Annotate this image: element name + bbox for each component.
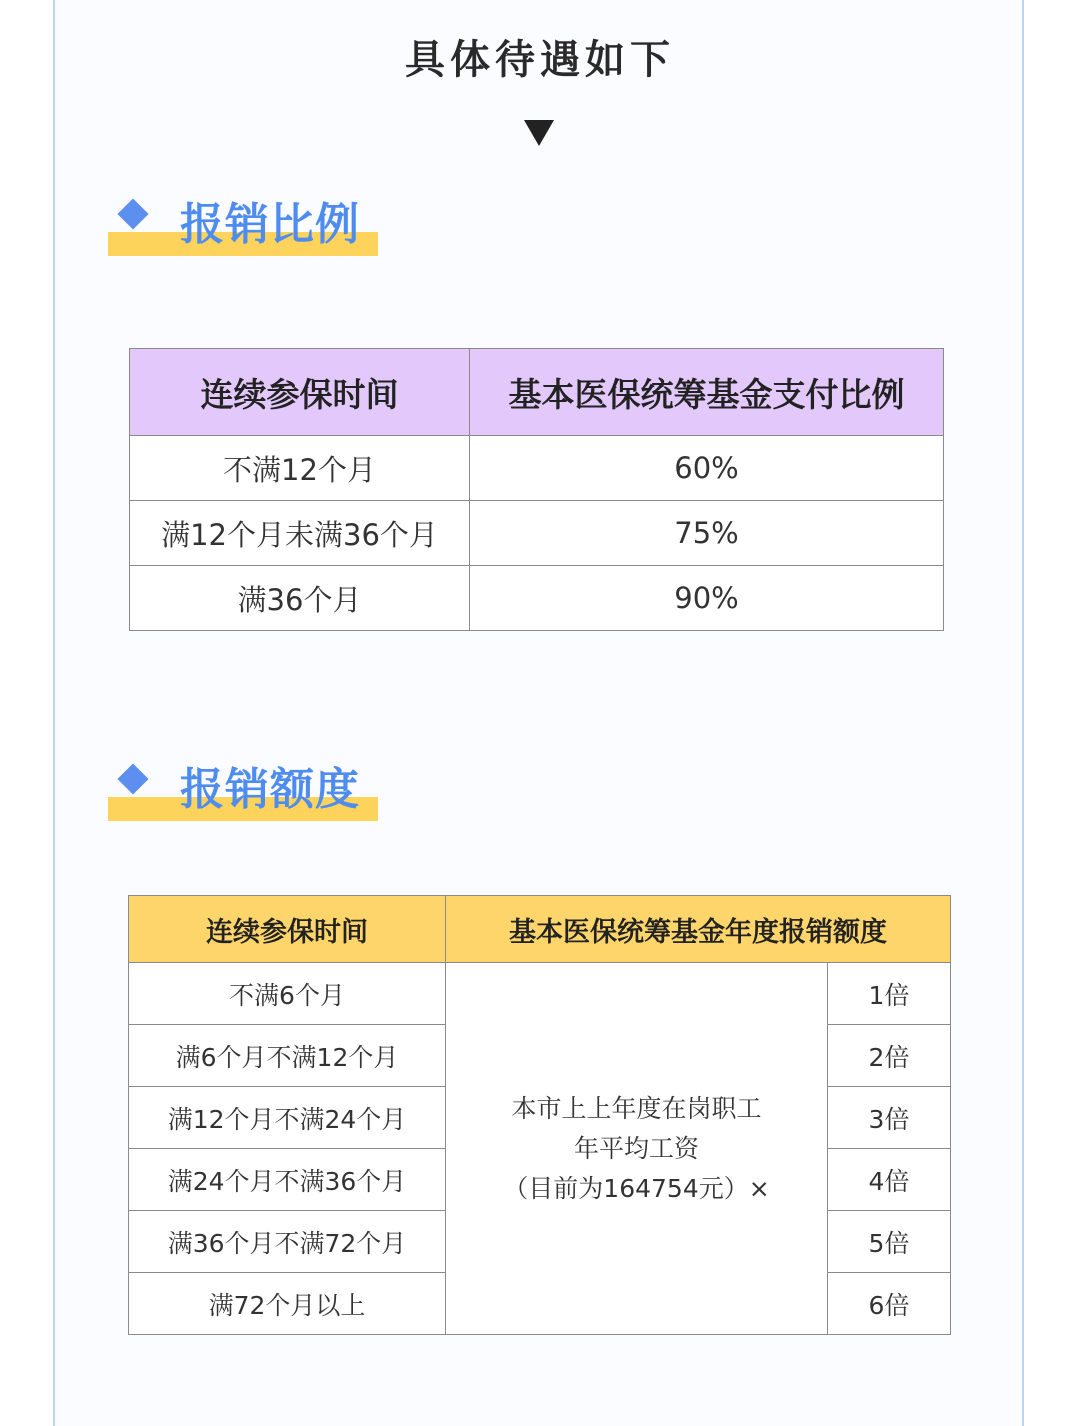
table-header-row: [130, 349, 944, 436]
table-row: [130, 566, 944, 631]
table-cell-period: 不满12个月: [130, 436, 470, 501]
section-heading-reimbursement-ratio: [108, 196, 380, 256]
reimbursement-limit-table: [128, 895, 951, 1335]
diamond-icon: [117, 198, 148, 229]
table-cell-period: 满36个月: [130, 566, 470, 631]
table-cell-period: 满12个月不满24个月: [129, 1087, 446, 1149]
table-cell-multiplier: 4倍: [828, 1149, 951, 1211]
table-header-cell: 基本医保统筹基金支付比例: [470, 349, 944, 436]
table-header-row: [129, 896, 951, 963]
down-arrow-icon: [524, 120, 554, 146]
table-header-cell: 基本医保统筹基金年度报销额度: [446, 896, 951, 963]
table-row: [130, 436, 944, 501]
table-cell-period: 满6个月不满12个月: [129, 1025, 446, 1087]
table-cell-period: 满24个月不满36个月: [129, 1149, 446, 1211]
table-cell-base-salary: [446, 963, 828, 1335]
table-cell-period: 满36个月不满72个月: [129, 1211, 446, 1273]
table-cell-multiplier: 6倍: [828, 1273, 951, 1335]
table-row: [129, 963, 951, 1025]
table-cell-period: 满12个月未满36个月: [130, 501, 470, 566]
section-heading-label: 报销额度: [180, 764, 360, 815]
section-heading-reimbursement-limit: [108, 761, 380, 821]
table-cell-multiplier: 2倍: [828, 1025, 951, 1087]
reimbursement-ratio-table: [129, 348, 944, 631]
base-salary-line: 本市上上年度在岗职工: [511, 1093, 762, 1123]
table-cell-ratio: 60%: [470, 436, 944, 501]
table-cell-period: 满72个月以上: [129, 1273, 446, 1335]
table-cell-multiplier: 3倍: [828, 1087, 951, 1149]
section-heading-label: 报销比例: [180, 199, 360, 250]
page-title: 具体待遇如下: [405, 37, 675, 83]
table-cell-multiplier: 1倍: [828, 963, 951, 1025]
table-cell-ratio: 90%: [470, 566, 944, 631]
table-row: [130, 501, 944, 566]
table-cell-multiplier: 5倍: [828, 1211, 951, 1273]
table-cell-ratio: 75%: [470, 501, 944, 566]
base-salary-line: （目前为164754元）×: [503, 1173, 770, 1203]
base-salary-line: 年平均工资: [573, 1133, 699, 1163]
diamond-icon: [117, 763, 148, 794]
table-header-cell: 连续参保时间: [130, 349, 470, 436]
table-header-cell: 连续参保时间: [129, 896, 446, 963]
table-cell-period: 不满6个月: [129, 963, 446, 1025]
